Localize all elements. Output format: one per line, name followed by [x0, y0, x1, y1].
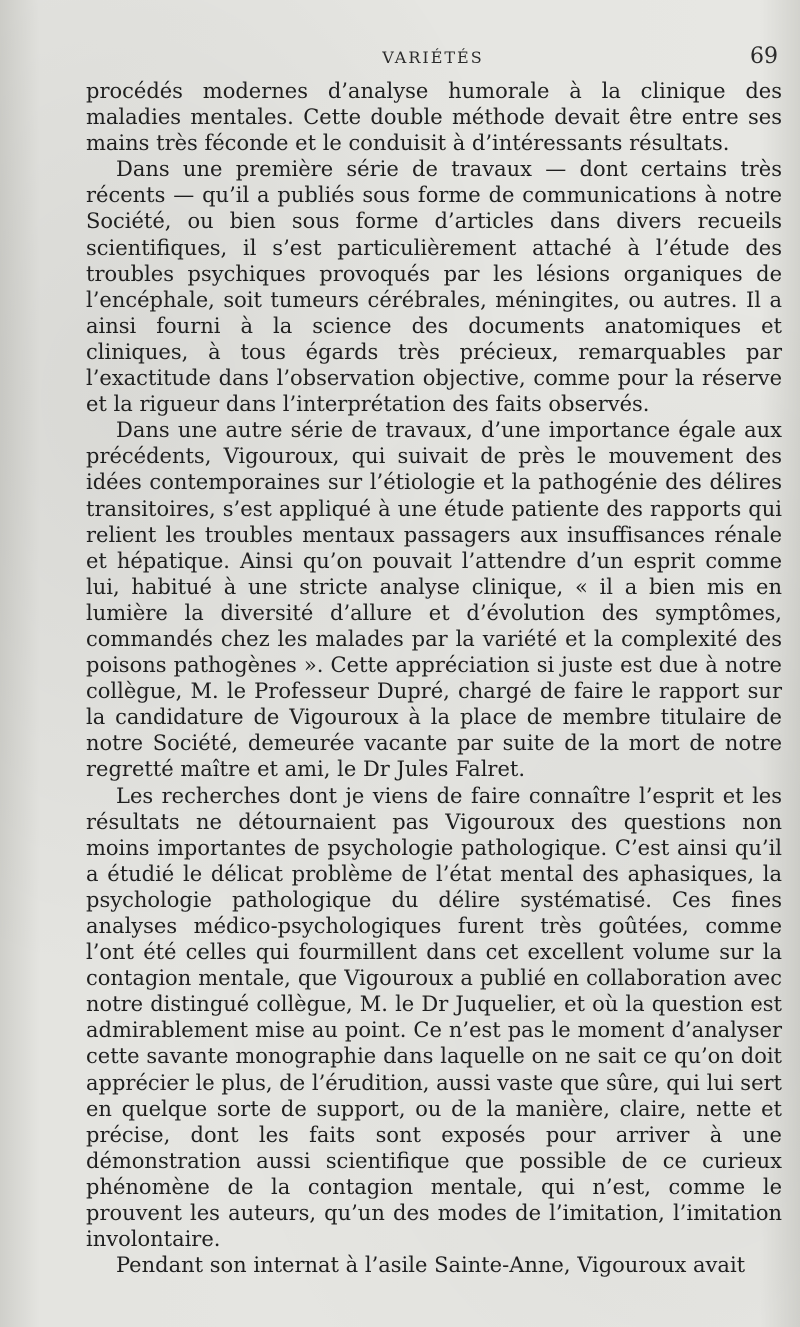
paragraph-3: Dans une autre série de travaux, d’une importance égale aux précédents, Vigouroux, qui suivait de près le mouvement des idées contemporaines sur l’étiologie et la pathogénie des délires transitoires, s’est appliqué à une étude patiente des rapports qui relient les troubles mentaux passagers aux insuffisances rénale et hépatique. Ainsi qu’on pouvait l’attendre d’un esprit comme lui, habitué à une stricte analyse clinique, « il a bien mis en lumière la diversité d’allure et d’évolution des symptômes, commandés chez les malades par la variété et la complexité des poisons pathogènes ». Cette appréciation si juste est due à notre collègue, M. le Professeur Dupré, chargé de faire le rapport sur la candidature de Vigouroux à la place de membre titulaire de notre Société, demeurée vacante par suite de la mort de notre regretté maître et ami, le Dr Jules Falret.	[86, 418, 782, 782]
paragraph-2: Dans une première série de travaux — dont certains très récents — qu’il a publiés sous forme de communications à notre Société, ou bien sous forme d’articles dans divers recueils scientifiques, il s’est particulièrement attaché à l’étude des troubles psychiques provoqués par les lésions organiques de l’encéphale, soit tumeurs cérébrales, méningites, ou autres. Il a ainsi fourni à la science des documents anatomiques et cliniques, à tous égards très précieux, remarquables par l’exactitude dans l’observation objective, comme pour la réserve et la rigueur dans l’interprétation des faits observés.	[86, 157, 782, 417]
page-header	[88, 40, 778, 74]
paragraph-1: procédés modernes d’analyse humorale à la clinique des maladies mentales. Cette double méthode devait être entre ses mains très féconde et le conduisit à d’intéressants résultats.	[86, 79, 782, 156]
paragraph-5: Pendant son internat à l’asile Sainte-Anne, Vigouroux avait	[116, 1253, 746, 1278]
running-title: VARIÉTÉS	[382, 48, 484, 67]
paragraph-4: Les recherches dont je viens de faire connaître l’esprit et les résultats ne détournaient pas Vigouroux des questions non moins importantes de psychologie pathologique. C’est ainsi qu’il a étudié le délicat problème de l’état mental des aphasiques, la psychologie pathologique du délire systématisé. Ces fines analyses médico-psychologiques furent très goûtées, comme l’ont été celles qui fourmillent dans cet excellent volume sur la contagion mentale, que Vigouroux a publié en collaboration avec notre distingué collègue, M. le Dr Juquelier, et où la question est admirablement mise au point. Ce n’est pas le moment d’analyser cette savante monographie dans laquelle on ne sait ce qu’on doit apprécier le plus, de l’érudition, aussi vaste que sûre, qui lui sert en quelque sorte de support, ou de la manière, claire, nette et précise, dont les faits sont exposés pour arriver à une démonstration aussi scientifique que possible de ce curieux phénomène de la contagion mentale, qui n’est, comme le prouvent les auteurs, qu’un des modes de l’imitation, l’imitation involontaire.	[86, 783, 782, 1252]
page-number: 69	[750, 44, 778, 69]
body-text	[86, 78, 782, 1278]
